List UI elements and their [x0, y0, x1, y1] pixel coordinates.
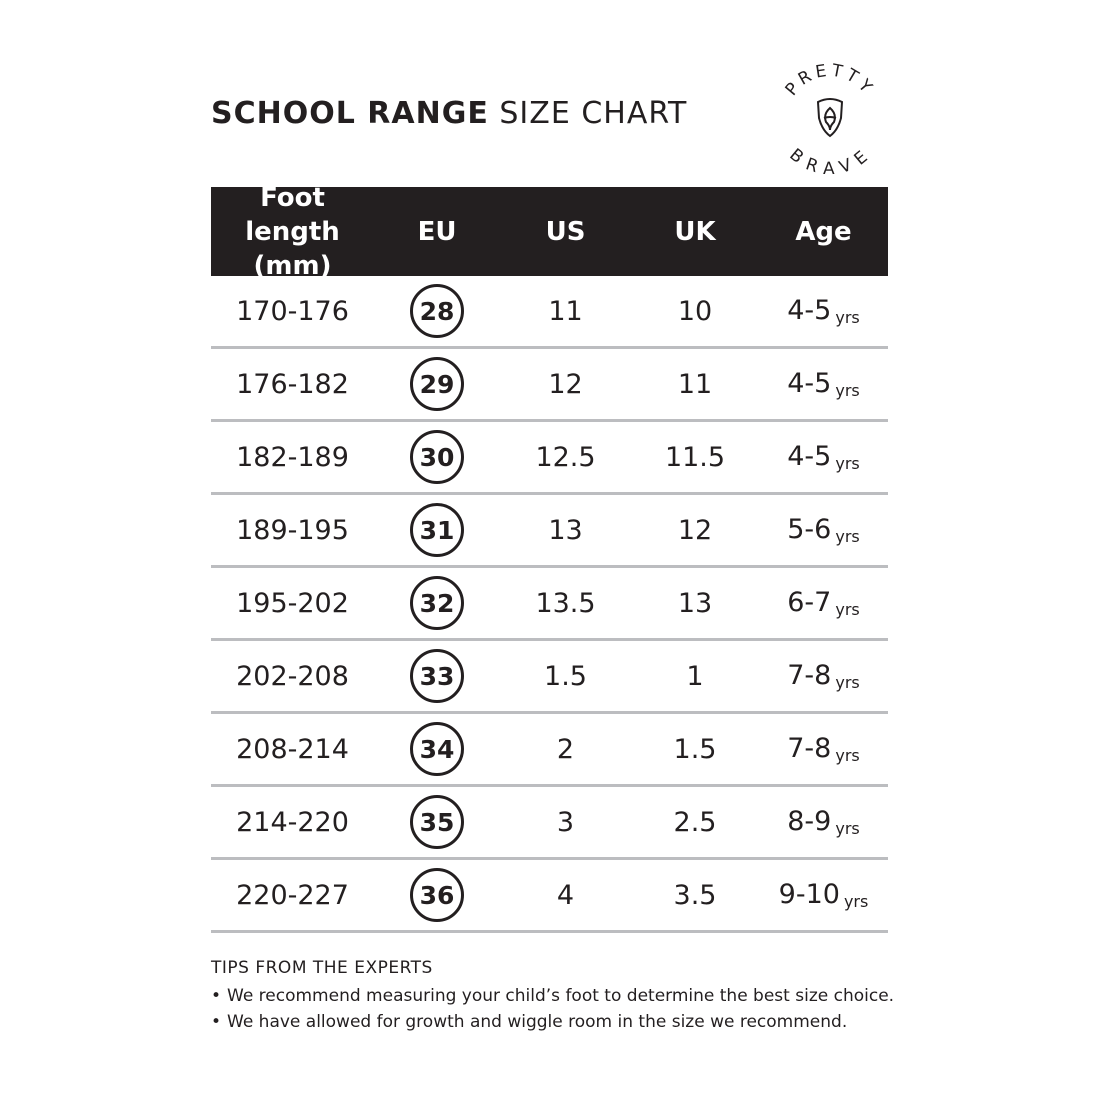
cell-age: [759, 879, 888, 911]
age-unit: yrs: [835, 381, 860, 400]
eu-size-badge: 35: [410, 795, 464, 849]
cell-uk: 2.5: [673, 806, 717, 838]
svg-text:BRAVE: [785, 145, 874, 179]
table-row: [211, 787, 888, 860]
eu-size-badge: 32: [410, 576, 464, 630]
cell-eu: [374, 795, 500, 849]
svg-text:PRETTY: [782, 61, 879, 100]
table-row: [211, 714, 888, 787]
cell-age: [759, 368, 888, 400]
cell-eu: [374, 576, 500, 630]
cell-eu: [374, 868, 500, 922]
age-unit: yrs: [835, 600, 860, 619]
cell-uk: 1: [686, 660, 704, 692]
cell-us: 12: [548, 368, 583, 400]
cell-eu: [374, 722, 500, 776]
eu-size-badge: 31: [410, 503, 464, 557]
age-unit: yrs: [835, 527, 860, 546]
cell-eu: [374, 503, 500, 557]
table-row: [211, 568, 888, 641]
cell-us: 4: [556, 879, 575, 911]
table-row: [211, 276, 888, 349]
cell-foot-length: 195-202: [236, 587, 349, 619]
age-value: 6-7: [787, 587, 832, 618]
page-title: [211, 96, 687, 131]
age-value: 4-5: [787, 368, 832, 399]
header-eu: EU: [417, 216, 457, 247]
header-age: Age: [795, 216, 852, 247]
cell-us: 1.5: [544, 660, 587, 692]
age-value: 7-8: [787, 660, 832, 691]
tips-section: [211, 958, 911, 1035]
eu-size-badge: 30: [410, 430, 464, 484]
cell-foot-length: 208-214: [236, 733, 349, 765]
title-light: SIZE CHART: [499, 96, 688, 131]
cell-us: 12.5: [535, 441, 596, 473]
logo-text-bottom: BRAVE: [785, 144, 875, 180]
eu-size-badge: 33: [410, 649, 464, 703]
tip-text: We recommend measuring your child’s foot to determine the best size choice.: [227, 986, 895, 1006]
tips-heading: TIPS FROM THE EXPERTS: [211, 958, 433, 978]
cell-eu: [374, 430, 500, 484]
table-row: [211, 349, 888, 422]
age-value: 5-6: [787, 514, 832, 545]
eu-size-badge: 28: [410, 284, 464, 338]
cell-age: [759, 733, 888, 765]
cell-age: [759, 514, 888, 546]
cell-uk: 1.5: [673, 733, 717, 765]
table-row: [211, 495, 888, 568]
age-value: 9-10: [778, 879, 840, 910]
cell-foot-length: 176-182: [236, 368, 349, 400]
header-uk: UK: [674, 216, 716, 247]
cell-uk: 11: [677, 368, 713, 400]
age-unit: yrs: [835, 308, 860, 327]
cell-us: 13: [548, 514, 583, 546]
age-unit: yrs: [835, 746, 860, 765]
cell-uk: 10: [677, 295, 713, 327]
header-foot-line2: (mm): [253, 250, 332, 281]
bullet: •: [211, 986, 222, 1006]
cell-uk: 12: [677, 514, 713, 546]
cell-us: 11: [548, 295, 583, 327]
age-unit: yrs: [835, 673, 860, 692]
cell-us: 13.5: [535, 587, 596, 619]
tip-text: We have allowed for growth and wiggle room in the size we recommend.: [227, 1012, 848, 1032]
age-value: 7-8: [787, 733, 832, 764]
cell-age: [759, 295, 888, 327]
pretty-brave-logo: [768, 56, 892, 180]
tip-item: [211, 983, 911, 1009]
shield-icon: [818, 99, 842, 136]
age-unit: yrs: [843, 892, 869, 911]
cell-us: 3: [556, 806, 575, 838]
cell-foot-length: 220-227: [236, 879, 349, 911]
header-us: US: [545, 216, 586, 247]
size-chart-table: [211, 182, 888, 933]
header-foot-line1: Foot length: [245, 182, 340, 247]
cell-foot-length: 182-189: [236, 441, 349, 473]
cell-uk: 3.5: [673, 879, 717, 911]
table-row: [211, 641, 888, 714]
eu-size-badge: 36: [410, 868, 464, 922]
table-body: [211, 276, 888, 933]
cell-foot-length: 202-208: [236, 660, 349, 692]
header-foot-length: [211, 181, 374, 283]
eu-size-badge: 34: [410, 722, 464, 776]
cell-age: [759, 806, 888, 838]
cell-age: [759, 660, 888, 692]
cell-foot-length: 189-195: [236, 514, 349, 546]
age-unit: yrs: [835, 454, 860, 473]
age-value: 8-9: [787, 806, 832, 837]
cell-eu: [374, 284, 500, 338]
age-unit: yrs: [835, 819, 860, 838]
table-header: [211, 182, 888, 281]
cell-foot-length: 214-220: [236, 806, 349, 838]
age-value: 4-5: [787, 441, 832, 472]
tip-item: [211, 1009, 911, 1035]
title-bold: SCHOOL RANGE: [211, 96, 489, 131]
cell-eu: [374, 649, 500, 703]
age-value: 4-5: [787, 295, 832, 326]
table-row: [211, 860, 888, 933]
bullet: •: [211, 1012, 222, 1032]
cell-age: [759, 441, 888, 473]
cell-foot-length: 170-176: [236, 295, 349, 327]
cell-eu: [374, 357, 500, 411]
eu-size-badge: 29: [410, 357, 464, 411]
logo-text-top: PRETTY: [781, 60, 879, 100]
table-row: [211, 422, 888, 495]
cell-uk: 13: [677, 587, 713, 619]
cell-us: 2: [556, 733, 575, 765]
cell-uk: 11.5: [664, 441, 726, 473]
cell-age: [759, 587, 888, 619]
